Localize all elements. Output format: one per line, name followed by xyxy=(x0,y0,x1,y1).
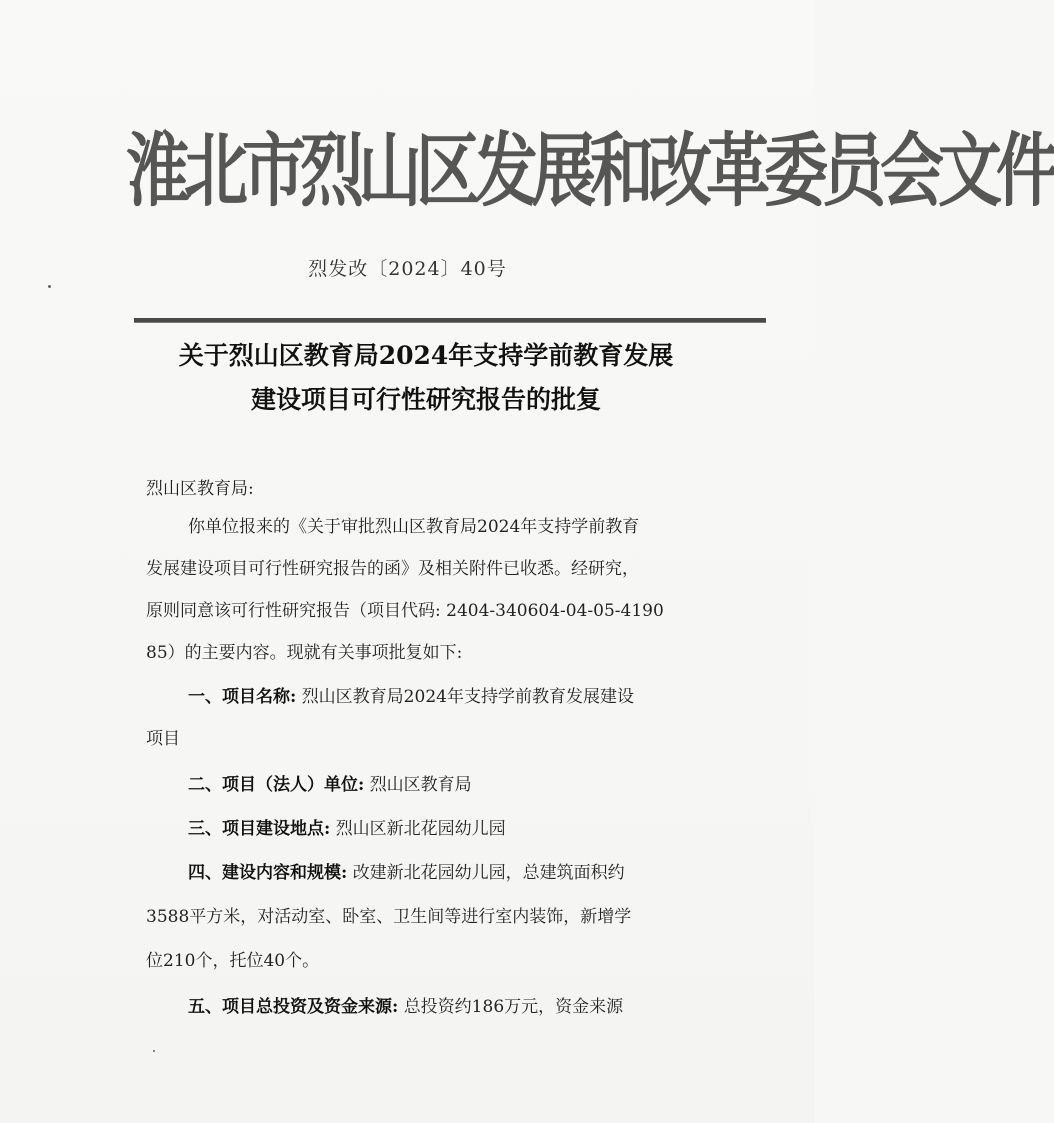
item-investment xyxy=(146,986,808,1028)
document-title xyxy=(120,334,732,422)
legal-unit-label: 二、项目（法人）单位: xyxy=(188,775,365,795)
scope-value-line-2: 3588平方米，对活动室、卧室、卫生间等进行室内装饰，新增学 xyxy=(146,907,632,927)
scope-value-line-3: 位210个，托位40个。 xyxy=(146,951,320,971)
item-location xyxy=(146,808,808,850)
location-label: 三、项目建设地点: xyxy=(188,819,331,839)
intro-line-3: 原则同意该可行性研究报告（项目代码: 2404-340604-04-05-4190 xyxy=(146,601,664,621)
title-line-1: 关于烈山区教育局2024年支持学前教育发展 xyxy=(178,341,674,370)
intro-line-2: 发展建设项目可行性研究报告的函》及相关附件已收悉。经研究， xyxy=(146,559,639,579)
item-legal-unit xyxy=(146,764,808,806)
header-divider xyxy=(134,318,766,323)
salutation: 烈山区教育局: xyxy=(146,479,254,499)
investment-label: 五、项目总投资及资金来源: xyxy=(188,997,399,1017)
intro-line-1: 你单位报来的《关于审批烈山区教育局2024年支持学前教育 xyxy=(188,517,640,537)
project-name-value-cont: 项目 xyxy=(146,729,180,749)
location-value: 烈山区新北花园幼儿园 xyxy=(335,819,506,839)
scope-value: 改建新北花园幼儿园，总建筑面积约 xyxy=(352,863,625,883)
item-scope xyxy=(146,852,808,894)
masthead-title: 淮北市烈山区发展和改革委员会文件 xyxy=(126,125,1054,219)
scope-label: 四、建设内容和规模: xyxy=(188,863,348,883)
document-number: 烈发改〔2024〕40号 xyxy=(308,258,507,280)
investment-value: 总投资约186万元，资金来源 xyxy=(403,997,624,1017)
intro-line-4: 85）的主要内容。现就有关事项批复如下: xyxy=(146,643,463,663)
scan-speck xyxy=(48,285,51,288)
title-line-2: 建设项目可行性研究报告的批复 xyxy=(250,385,601,414)
project-name-label: 一、项目名称: xyxy=(188,687,297,707)
item-project-name xyxy=(146,676,808,718)
project-name-value: 烈山区教育局2024年支持学前教育发展建设 xyxy=(301,687,634,707)
scan-speck xyxy=(153,1050,155,1052)
legal-unit-value: 烈山区教育局 xyxy=(369,775,472,795)
